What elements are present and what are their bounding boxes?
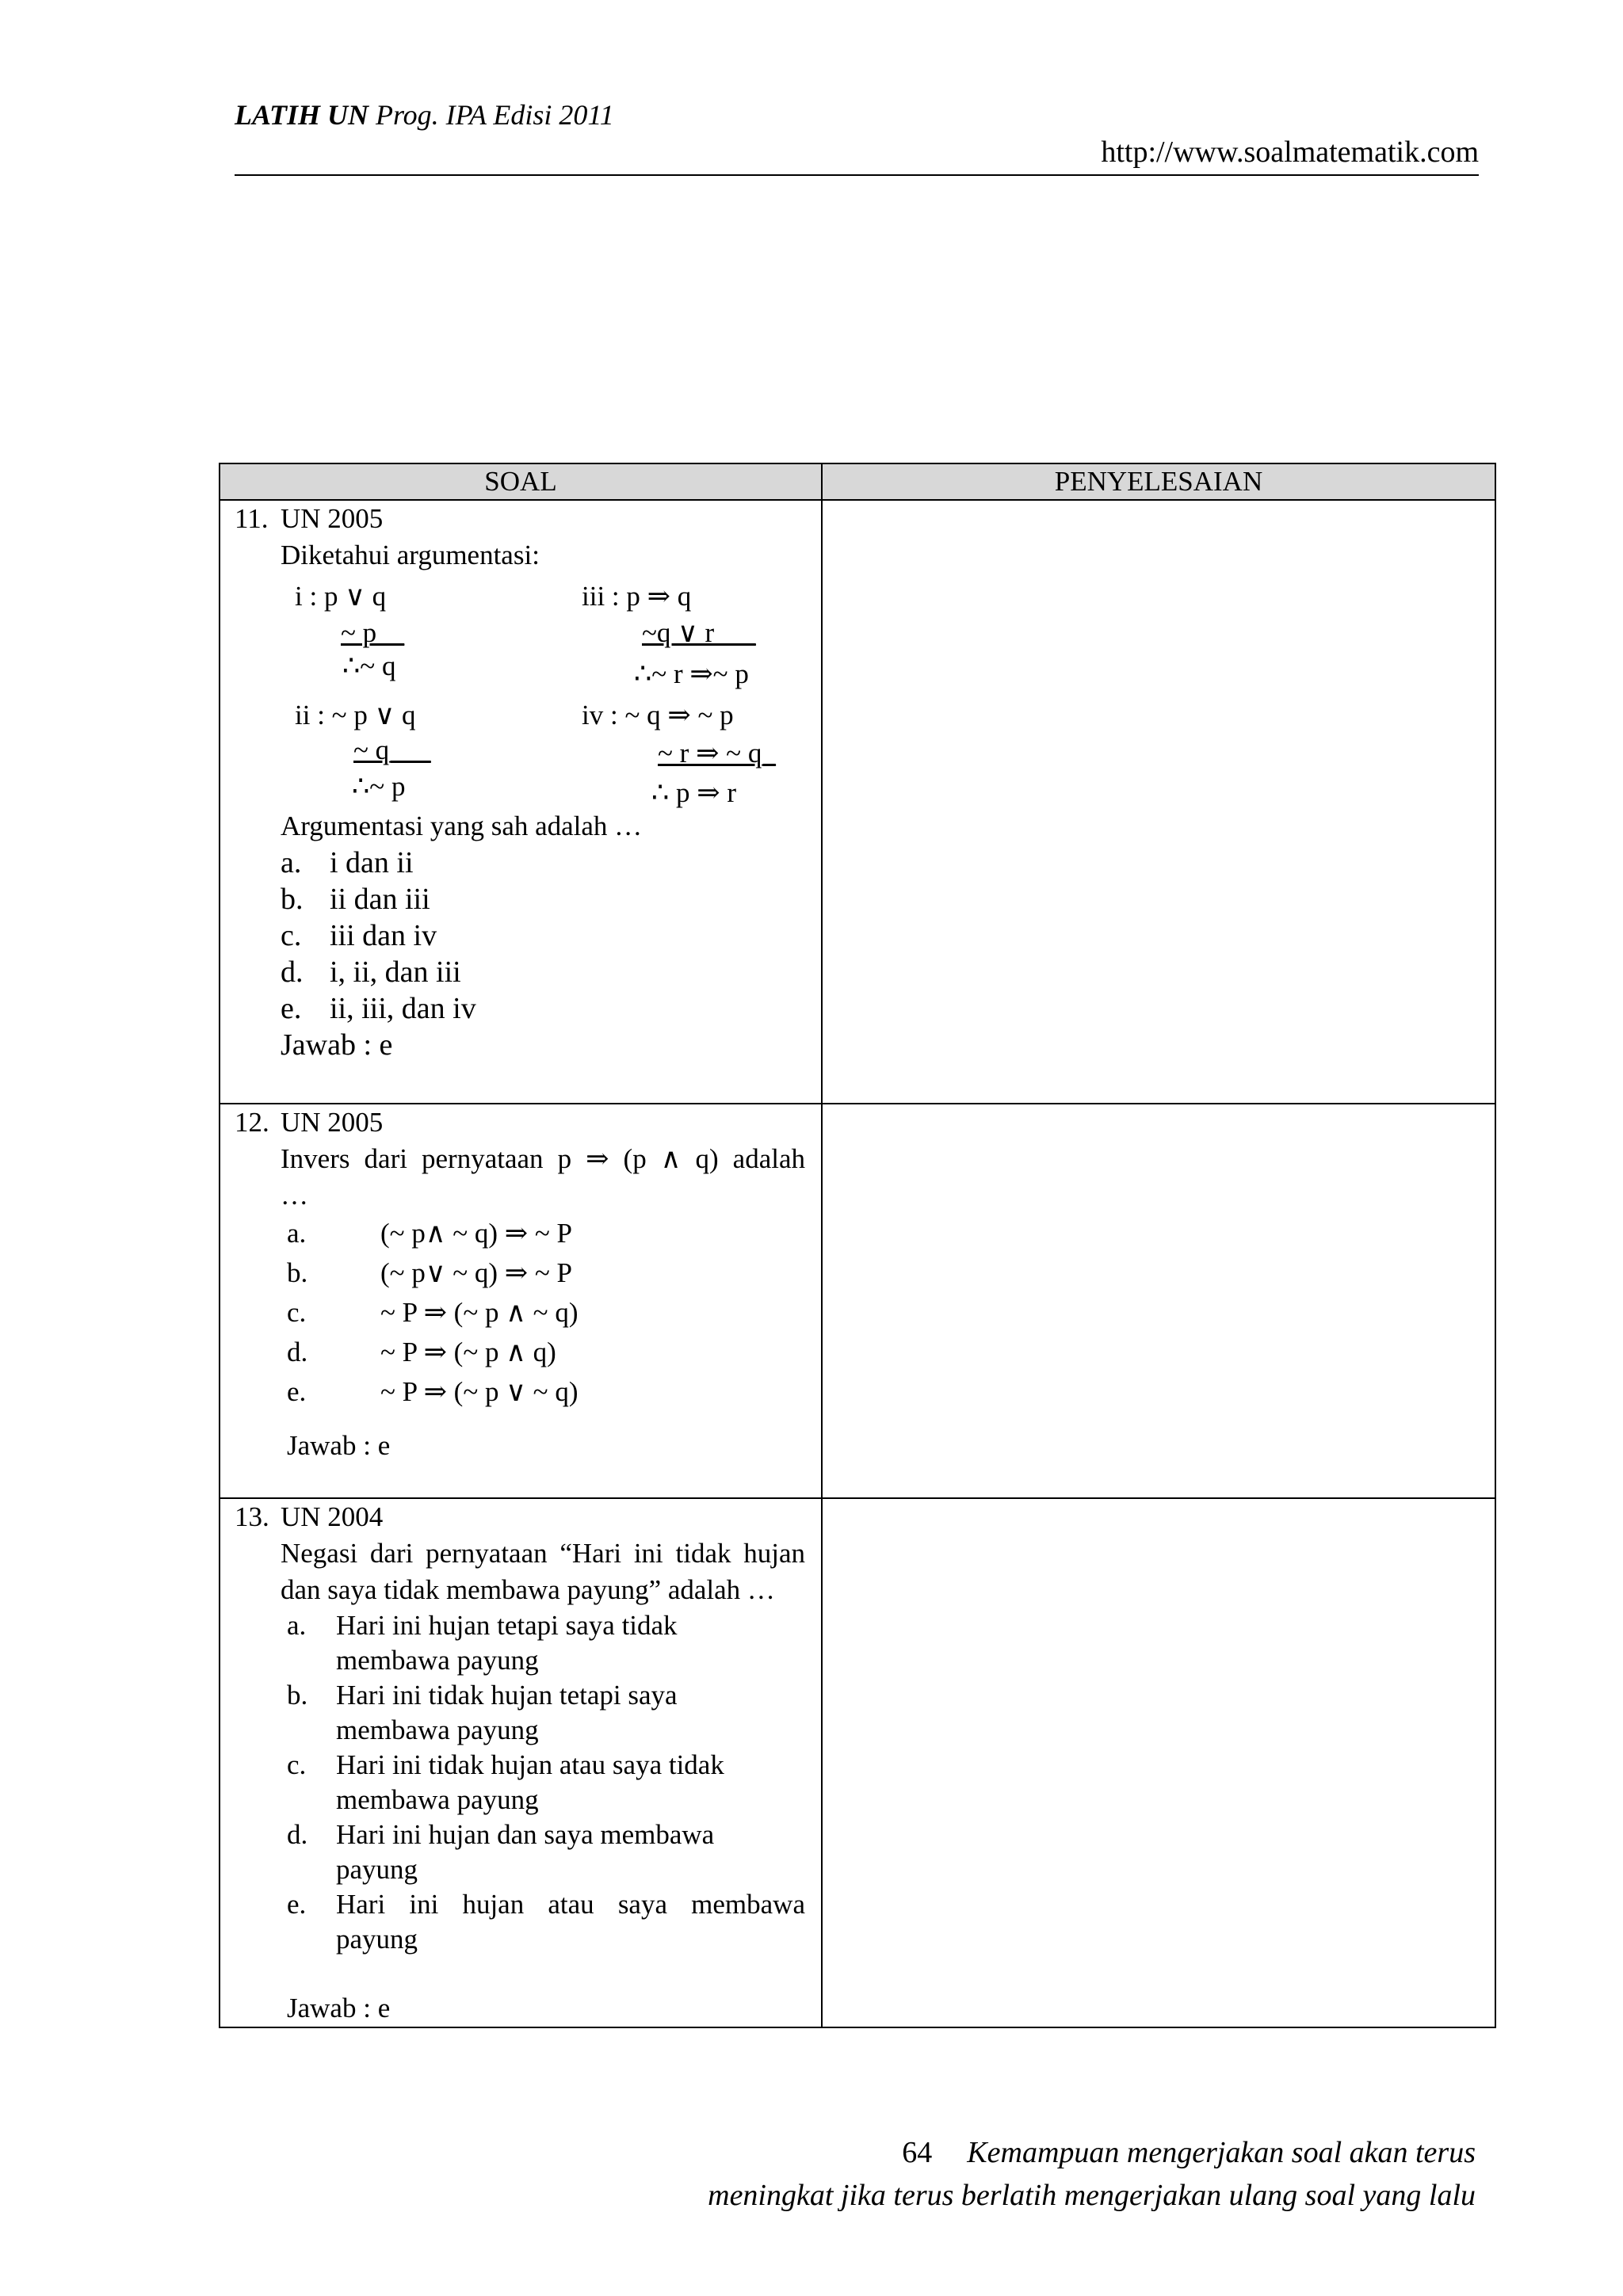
- option-a: [287, 1608, 821, 1678]
- answer-space-12: [822, 1104, 1495, 1498]
- question-13-heading: [220, 1499, 821, 1535]
- option-d: [287, 1333, 821, 1372]
- option-letter: c.: [287, 1297, 307, 1328]
- option-a: [287, 1214, 821, 1253]
- header-url: http://www.soalmatematik.com: [1101, 135, 1479, 169]
- question-11-heading: [220, 501, 821, 537]
- option-text: payung: [336, 1854, 418, 1885]
- option-c: [281, 917, 821, 954]
- argument-ii-premise-1: ii : ~ p ∨ q: [295, 700, 416, 730]
- argument-i-conclusion: ∴~ q: [342, 650, 396, 681]
- column-header-penyelesaian: PENYELESAIAN: [822, 463, 1495, 500]
- option-text: iii dan iv: [330, 919, 437, 952]
- option-text: ~ P ⇒ (~ p ∨ ~ q): [380, 1376, 579, 1407]
- question-11-prompt: Argumentasi yang sah adalah …: [281, 810, 643, 841]
- argument-iv-premise-1: iv : ~ q ⇒ ~ p: [582, 700, 734, 730]
- option-letter: a.: [281, 846, 302, 879]
- question-12-text-line-2: …: [281, 1180, 308, 1211]
- argument-block: [220, 574, 821, 808]
- question-row-12: [220, 1104, 1495, 1498]
- answer-space-11: [822, 500, 1495, 1104]
- question-12-answer: Jawab : e: [287, 1430, 391, 1461]
- question-12-options: [220, 1214, 821, 1412]
- option-b: [281, 881, 821, 917]
- question-13-source: UN 2004: [281, 1501, 384, 1532]
- argument-ii-premise-2: ~ q___: [353, 734, 431, 765]
- question-11: [220, 501, 821, 1063]
- header-title: [235, 98, 614, 132]
- option-letter: d.: [287, 1819, 308, 1850]
- question-13-options: [220, 1608, 821, 1957]
- header-rule: [235, 174, 1479, 176]
- header-title-rest: Prog. IPA Edisi 2011: [369, 99, 614, 131]
- question-11-number: 11.: [235, 503, 269, 534]
- option-e: [281, 990, 821, 1027]
- option-a: [281, 845, 821, 881]
- question-11-intro: Diketahui argumentasi:: [281, 540, 540, 570]
- argument-ii-conclusion: ∴~ p: [352, 771, 406, 802]
- question-12-heading: [220, 1104, 821, 1141]
- question-12: [220, 1104, 821, 1464]
- page-footer: [708, 2131, 1476, 2217]
- option-text: i, ii, dan iii: [330, 955, 461, 989]
- question-13-number: 13.: [235, 1501, 269, 1532]
- question-12-text-line-1: Invers dari pernyataan p ⇒ (p ∧ q) adalah: [281, 1143, 805, 1174]
- option-letter: b.: [287, 1680, 308, 1711]
- option-text: ii dan iii: [330, 883, 430, 916]
- column-header-soal: SOAL: [220, 463, 822, 500]
- option-letter: a.: [287, 1218, 307, 1249]
- option-e: [287, 1887, 821, 1957]
- option-letter: e.: [287, 1889, 307, 1920]
- question-row-13: [220, 1498, 1495, 2027]
- option-text: payung: [336, 1924, 418, 1955]
- option-text: Hari ini hujan atau saya membawa: [336, 1889, 805, 1920]
- option-letter: d.: [287, 1337, 308, 1367]
- question-13-answer: Jawab : e: [287, 1993, 391, 2023]
- argument-i-premise-2: ~ p__: [341, 617, 405, 648]
- question-11-options: [220, 845, 821, 1063]
- option-text: Hari ini tidak hujan tetapi saya: [336, 1680, 678, 1711]
- argument-iii-premise-2: ~q ∨ r___: [642, 617, 756, 648]
- question-11-answer: Jawab : e: [281, 1028, 393, 1062]
- option-letter: d.: [281, 955, 304, 989]
- question-13-text-line-1: Negasi dari pernyataan “Hari ini tidak hujan: [281, 1538, 805, 1569]
- option-b: [287, 1678, 821, 1748]
- option-text: ii, iii, dan iv: [330, 992, 476, 1025]
- option-letter: b.: [287, 1257, 308, 1288]
- option-letter: b.: [281, 883, 304, 916]
- option-text: (~ p∨ ~ q) ⇒ ~ P: [380, 1257, 573, 1288]
- argument-iii-conclusion: ∴~ r ⇒~ p: [634, 658, 749, 689]
- argument-iv-conclusion: ∴ p ⇒ r: [651, 777, 736, 808]
- question-13: [220, 1499, 821, 2027]
- option-b: [287, 1253, 821, 1293]
- argument-i-premise-1: i : p ∨ q: [295, 581, 387, 612]
- argument-iv-premise-2: ~ r ⇒ ~ q_: [658, 738, 776, 769]
- option-c: [287, 1293, 821, 1333]
- option-letter: e.: [287, 1376, 307, 1407]
- question-row-11: [220, 500, 1495, 1104]
- option-d: [281, 954, 821, 990]
- option-text: i dan ii: [330, 846, 414, 879]
- answer-space-13: [822, 1498, 1495, 2027]
- option-text: membawa payung: [336, 1645, 539, 1676]
- option-d: [287, 1817, 821, 1887]
- page-number: 64: [902, 2136, 933, 2169]
- option-text: Hari ini hujan dan saya membawa: [336, 1819, 715, 1850]
- option-letter: c.: [287, 1749, 307, 1780]
- option-text: Hari ini hujan tetapi saya tidak: [336, 1610, 678, 1641]
- option-letter: c.: [281, 919, 302, 952]
- option-text: membawa payung: [336, 1714, 539, 1745]
- option-letter: a.: [287, 1610, 307, 1641]
- question-11-source: UN 2005: [281, 503, 384, 534]
- question-12-number: 12.: [235, 1107, 269, 1138]
- option-c: [287, 1748, 821, 1817]
- question-table: [219, 463, 1496, 2028]
- footer-motto-line-2: meningkat jika terus berlatih mengerjakan ulang soal yang lalu: [708, 2179, 1476, 2212]
- question-12-source: UN 2005: [281, 1107, 384, 1138]
- option-text: ~ P ⇒ (~ p ∧ ~ q): [380, 1297, 579, 1328]
- question-13-text-line-2: dan saya tidak membawa payung” adalah …: [281, 1574, 775, 1605]
- option-text: ~ P ⇒ (~ p ∧ q): [380, 1337, 556, 1367]
- option-letter: e.: [281, 992, 302, 1025]
- option-text: (~ p∧ ~ q) ⇒ ~ P: [380, 1218, 573, 1249]
- option-e: [287, 1372, 821, 1412]
- argument-iii-premise-1: iii : p ⇒ q: [582, 581, 692, 612]
- option-text: membawa payung: [336, 1784, 539, 1815]
- header-title-bold: LATIH UN: [235, 99, 369, 131]
- option-text: Hari ini tidak hujan atau saya tidak: [336, 1749, 724, 1780]
- footer-motto-line-1: Kemampuan mengerjakan soal akan terus: [967, 2136, 1476, 2169]
